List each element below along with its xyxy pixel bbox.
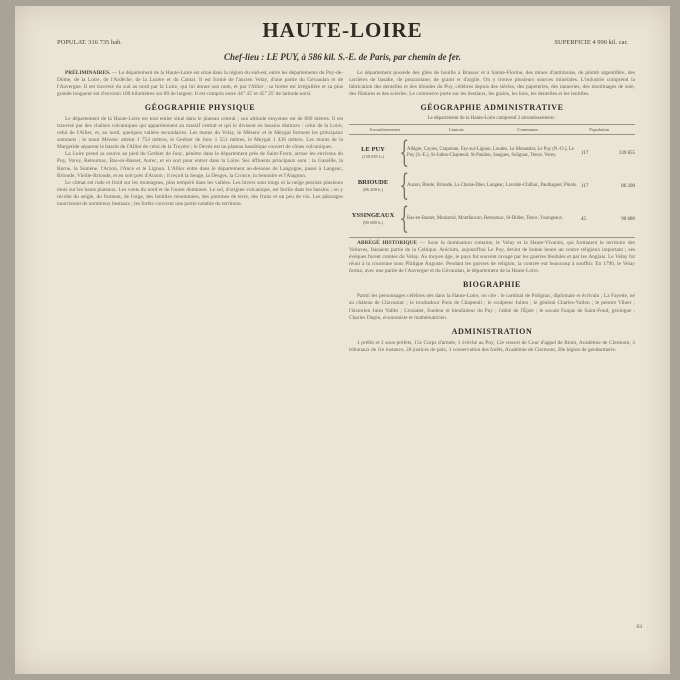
col-head-population: Population xyxy=(589,127,610,133)
geo-physique-heading: GÉOGRAPHIE PHYSIQUE xyxy=(144,103,256,113)
population-header: POPULAT. 316 735 hab. xyxy=(57,39,123,46)
admin-table-header xyxy=(349,127,635,132)
arrondissement-row xyxy=(349,168,635,204)
arrondissement-pop: (86 200 h.) xyxy=(362,187,384,193)
page-title: HAUTE-LOIRE xyxy=(262,18,423,42)
communes-count: 117 xyxy=(581,150,589,156)
arrondissement-row xyxy=(349,135,635,171)
geo-admin-note: Le département de la Haute-Loire comprend 3 arrondissements : xyxy=(427,116,557,122)
arrondissement-figures xyxy=(581,151,635,156)
geo-physique-paragraph-1: Le département de la Haute-Loire est tout entier situé dans le plateau central ; son altitude moyenne est de 800 mètres. Il est traversé par des chaînes volcaniques qui appartiennent au massif central et qui le divisent en bassins distincts : celui de la Loire, celui de l'Allier, et, au nord, quelques vallées secondaires. Les monts du Velay, le Mézenc et le Meygal forment les principaux sommets ; le mont Mézenc atteint 1 754 mètres, le Gerbier de Jonc 1 551 mètres, le Meygal 1 436 mètres. Les monts de la Margeride séparent le bassin de l'Allier de celui de la Truyère ; le Devès est un plateau basaltique couvert de cônes volcaniques. xyxy=(57,116,343,151)
arrondissement-row xyxy=(349,201,635,237)
abrege-lead: — Sous la domination romaine, le Velay et la Haute-Vivarais, xyxy=(419,240,565,247)
arrondissement-cantons: Bas-en-Basset, Monistrol, Montfaucon, Retournac, St-Didier, Tence, Yssingeaux. xyxy=(407,216,564,222)
col-head-arrondissements: Arrondissements xyxy=(369,127,401,133)
arrondissement-name xyxy=(349,146,397,160)
abrege-paragraph xyxy=(349,240,635,275)
col-head-cantons: Cantons xyxy=(448,127,464,133)
geo-physique-paragraph-2: La Loire prend sa source au pied du Gerbier de Jonc, pénètre dans le département près de Saint-Front, arrose les environs du Puy, Vorey, Retournac, Bas-en-Basset, Aurec, et en sort pour entrer dans la Loire. Ses affluents principaux sont : la Gazeille, la Borne, la Sumène, l'Arzon, l'Ance et le Lignon. L'Allier entre dans le département au-dessous de Langogne, passe à Langeac, Brioude, Vieille-Brioude, et en sort près d'Auzon ; il reçoit la Seuge, la Desges, la Cronce, la Senouire et l'Alagnon. xyxy=(57,151,343,179)
right-intro-paragraph: Le département possède des gîtes de houille à Brassac et à Sainte-Florine, des mines d'antimoine, de plomb argentifère, des carrières de basalte, de pouzzolane, de granit et d'argile. On y trouve plusieurs sources minérales. L'industrie comprend la fabrication des dentelles et des blondes du Puy, célèbres depuis des siècles, des papeteries, des tanneries, des moulinages de soie, des filatures et des scieries. Le commerce porte sur les bestiaux, les grains, les bois, les dentelles et les lentilles. xyxy=(349,70,635,98)
population-count: 86 200 xyxy=(621,183,635,189)
atlas-page xyxy=(15,6,670,674)
arrondissement-pop: (90 680 h.) xyxy=(362,220,384,226)
population-count: 139 855 xyxy=(618,150,635,156)
arrondissement-name xyxy=(349,179,397,193)
arrondissement-name xyxy=(349,212,397,226)
arrondissement-figures xyxy=(581,184,635,189)
arrondissement-label: LE PUY xyxy=(361,146,385,154)
preliminaires-lead: PRÉLIMINAIRES. xyxy=(65,70,111,76)
biographie-heading: BIOGRAPHIE xyxy=(462,280,521,290)
abrege-text: qui formaient le territoire des Vellaves, faisaient partie de la Celtique. Anicium, aujourd'hui Le Puy, devint de bonne heure un centre religieux important ; ses évêques furent comtes du Velay. Au moyen âge, le pays fut souvent ravagé par les guerres féodales et par les Anglais. Le Velay fut réuni à la couronne sous Philippe Auguste. Pendant les guerres de religion, la contrée eut beaucoup à souffrir. En 1790, le Velay forma, avec une partie de l'Auvergne et du Gévaudan, le département de la Haute-Loire. xyxy=(349,240,635,275)
population-count: 90 680 xyxy=(621,216,635,222)
communes-count: 45 xyxy=(581,216,586,222)
arrondissement-label: YSSINGEAUX xyxy=(351,212,395,220)
geo-physique-paragraph-3: Le climat est rude et froid sur les montagnes, plus tempéré dans les vallées. Les hivers sont longs et la neige persiste plusieurs mois sur les hauts plateaux. Les vents du nord et de l'ouest dominent. Le sol, d'origine volcanique, est fertile dans les bassins ; on y récolte du seigle, du froment, de l'orge, des lentilles renommées, des pommes de terre, des fruits et un peu de vin. Les pâturages nourrissent de nombreux bestiaux ; les forêts couvrent une partie notable du territoire. xyxy=(57,179,343,207)
preliminaires-text: — Le département de la Haute-Loire est situé dans la région du sud-est, entre les départements du Puy-de-Dôme, de la Loire, de l'Ardèche, de la Lozère et du Cantal. Il est formé de l'ancien Velay, d'une partie du Gévaudan et de l'Auvergne. Il est traversé du sud au nord par la Loire, qui lui donne son nom, et par l'Allier ; sa forme est irrégulière et sa plus grande longueur est d'environ 100 kilomètres sur 80 de largeur. Il est compris entre 44° 45' et 45° 25' de latitude nord. xyxy=(57,70,344,98)
area-header: SUPERFICIE 4 990 kil. car. xyxy=(554,39,628,46)
brace-glyph: { xyxy=(399,201,410,237)
preliminaires-paragraph xyxy=(57,70,343,98)
left-column xyxy=(57,70,343,208)
arrondissement-label: BRIOUDE xyxy=(357,179,389,187)
page-number: 63 xyxy=(636,624,642,630)
arrondissement-cantons: Allègre, Cayres, Craponne, Fay-sur-Lignon, Loudes, Le Monastier, Le Puy (N.-O.), Le Puy (S.-E.), St-Julien-Chapteuil, St-Paulien, Saugues, Solignac, Tence, Vorey. xyxy=(407,146,574,159)
right-column xyxy=(349,70,635,354)
geo-admin-heading: GÉOGRAPHIE ADMINISTRATIVE xyxy=(420,103,564,113)
table-rule xyxy=(349,124,635,125)
abrege-heading: ABRÉGÉ HISTORIQUE xyxy=(357,240,418,247)
col-head-communes: Communes xyxy=(517,127,539,133)
brace-glyph: { xyxy=(399,168,410,204)
communes-count: 117 xyxy=(581,183,589,189)
table-rule xyxy=(349,237,635,238)
arrondissement-pop: (139 855 h.) xyxy=(361,154,385,160)
arrondissement-figures xyxy=(581,217,635,222)
administration-heading: ADMINISTRATION xyxy=(451,326,533,336)
biographie-paragraph: Parmi les personnages célèbres nés dans la Haute-Loire, on cite : le cardinal de Polignac, diplomate et écrivain ; La Fayette, né au château de Chavaniac ; le troubadour Pons de Chapteuil ; le sculpteur Julien ; le général Charles-Vallon ; le peintre Vibert ; l'historien Jules Vallès ; Crozatier, fondeur et bienfaiteur du Puy ; l'abbé de l'Épée ; le savant Faujas de Saint-Fond, géologue ; Charles Dupin, économiste et mathématicien. xyxy=(349,293,635,321)
administration-paragraph: 1 préfet et 2 sous-préfets, 15e Corps d'armée, 1 évêché au Puy, 12e ressort de Cour d'appel de Riom, Académie de Clermont, 3 tribunaux de 1re instance, 28 justices de paix, 1 conservation des forêts, Académie de Clermont, 28e légion de gendarmerie. xyxy=(349,339,635,353)
brace-glyph: { xyxy=(399,135,410,171)
table-rule xyxy=(349,134,635,135)
chef-lieu-subtitle: Chef-lieu : LE PUY, à 586 kil. S.-E. de Paris, par chemin de fer. xyxy=(224,52,461,62)
arrondissement-cantons: Auzon, Blesle, Brioude, La Chaise-Dieu, Langeac, Lavoûte-Chilhac, Paulhaguet, Pinols. xyxy=(407,183,578,189)
